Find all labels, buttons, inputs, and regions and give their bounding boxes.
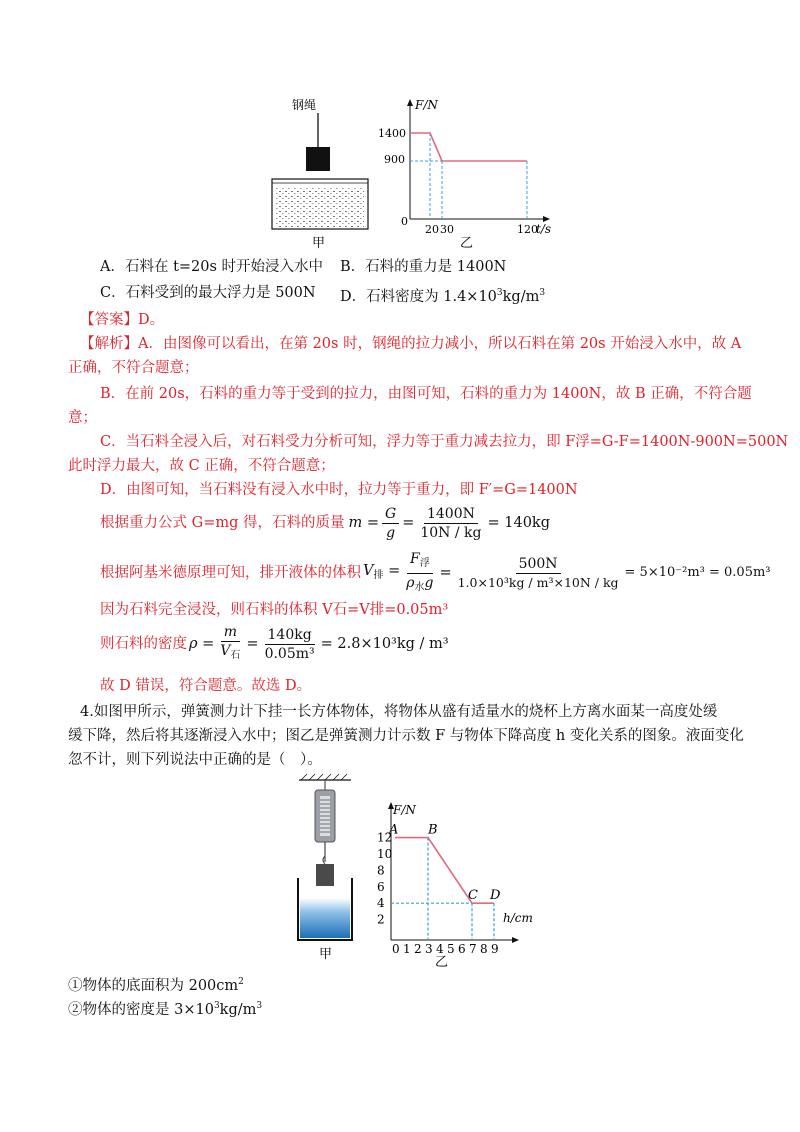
q4-line1: 4.如图甲所示，弹簧测力计下挂一长方体物体，将物体从盛有适量水的烧杯上方离水面某一高度处缓 <box>80 704 718 720</box>
density-result: = 2.8×10³kg / m³ <box>320 636 449 652</box>
force-line-2 <box>395 838 494 904</box>
figure-2 <box>285 770 545 970</box>
y-tick-10: 10 <box>377 847 393 861</box>
force-line <box>410 133 527 161</box>
x-axis-label: t/s <box>536 222 552 236</box>
mass-formula: 根据重力公式 G=mg 得，石料的质量 m = $\frac{G}{g}$ = $\frac{1400N}{10N / kg}$ = 140kg <box>100 505 550 541</box>
graph-2 <box>377 802 533 970</box>
y-tick-0: 0 <box>401 215 408 228</box>
mass-result: = 140kg <box>487 515 550 531</box>
x-tick-9: 9 <box>491 942 499 956</box>
x-tick-2: 2 <box>414 942 422 956</box>
point-label-C: C <box>468 888 478 904</box>
x-tick-30: 30 <box>440 223 454 236</box>
y-tick-2: 2 <box>377 912 385 927</box>
x-tick-1: 1 <box>403 942 411 956</box>
y-tick-900: 900 <box>384 153 405 166</box>
y-tick-8: 8 <box>377 863 385 878</box>
volume-numerator: 500N <box>516 555 561 574</box>
water-texture <box>276 187 364 227</box>
analysis-a-line1: 【解析】A．由图像可以看出，在第 20s 时，钢绳的拉力减小，所以石料在第 20s 开始浸入水中，故 A <box>80 336 742 352</box>
volume-result: = 5×10⁻²m³ = 0.05m³ <box>624 565 771 580</box>
same-volume: 因为石料完全浸没，则石料的体积 V石=V排=0.05m³ <box>100 602 449 618</box>
analysis-d-line1: D．由图可知，当石料没有浸入水中时，拉力等于重力，即 F′=G=1400N <box>100 482 578 498</box>
x-tick-3: 3 <box>425 942 433 956</box>
label-jia-2: 甲 <box>319 947 333 962</box>
analysis-c-line2: 此时浮力最大，故 C 正确，不符合题意； <box>68 458 335 474</box>
option-c: C．石料受到的最大浮力是 500N <box>100 285 316 301</box>
label-yi-2: 乙 <box>435 955 449 970</box>
graph-1 <box>378 98 551 251</box>
answer: 【答案】D。 <box>80 312 165 328</box>
x-tick-6: 6 <box>458 942 466 956</box>
x-tick-5: 5 <box>447 942 455 956</box>
y-axis-label-2: F/N <box>393 803 416 817</box>
option-b: B．石料的重力是 1400N <box>340 259 507 275</box>
y-axis-label: F/N <box>415 98 438 112</box>
density-denominator: 0.05m³ <box>264 645 315 662</box>
conclusion: 故 D 错误，符合题意。故选 D。 <box>100 678 312 694</box>
density-formula: 则石料的密度 ρ = $\frac{m}{V_石}$ = $\frac{140kg}{\text{0.05m³}}$ = 2.8×10³kg / m³ <box>100 624 449 662</box>
spring-scale <box>315 780 335 864</box>
y-tick-6: 6 <box>377 879 385 894</box>
beaker <box>298 878 352 940</box>
point-label-B: B <box>428 822 438 838</box>
hanging-object <box>316 864 334 886</box>
stone-block <box>306 147 330 171</box>
volume-formula: 根据阿基米德原理可知，排开液体的体积 $V_排$ = $\frac{F_浮}{\rho_水g}$ = $\frac{500N}{\text{1.0×10³kg / m³×10N / kg}}$ = 5×10⁻²m³ = 0.05m³ <box>100 550 771 593</box>
label-jia: 甲 <box>312 236 326 251</box>
x-tick-0: 0 <box>392 942 400 956</box>
analysis-b-line1: B．在前 20s，石料的重力等于受到的拉力，由图可知，石料的重力为 1400N，故 B 正确，不符合题 <box>100 386 752 402</box>
point-label-A: A <box>389 822 399 838</box>
figure-1 <box>260 95 560 255</box>
x-tick-20: 20 <box>425 223 439 236</box>
analysis-c-line1: C．当石料全浸入后，对石料受力分析可知，浮力等于重力减去拉力，即 F浮=G-F=1400N-900N=500N <box>100 434 789 450</box>
rope-label: 钢绳 <box>292 98 317 112</box>
y-tick-4: 4 <box>377 896 385 911</box>
statement-2: ②物体的密度是 $3\times 10^3kg/m^3$ <box>68 1001 263 1018</box>
option-d: D．石料密度为 $1.4\times 10^3kg/m^3$ <box>340 288 546 305</box>
analysis-b-line2: 意； <box>68 410 97 426</box>
label-yi: 乙 <box>460 236 474 251</box>
mass-numerator: 1400N <box>424 505 478 524</box>
option-a: A．石料在 t=20s 时开始浸入水中 <box>100 259 324 275</box>
x-tick-8: 8 <box>480 942 488 956</box>
x-tick-7: 7 <box>469 942 477 956</box>
mass-denominator: 10N / kg <box>420 524 482 541</box>
x-axis-label-2: h/cm <box>503 911 533 925</box>
statement-1: ①物体的底面积为 $200cm^2$ <box>68 977 244 994</box>
y-tick-1400: 1400 <box>378 127 406 140</box>
q4-line3: 忽不计，则下列说法中正确的是（ ）。 <box>68 752 322 768</box>
x-tick-120: 120 <box>517 223 538 236</box>
volume-denominator: 1.0×10³kg / m³×10N / kg <box>457 574 619 590</box>
point-label-D: D <box>490 888 501 904</box>
y-tick-12: 12 <box>377 830 393 845</box>
analysis-a-line2: 正确，不符合题意； <box>68 360 199 376</box>
x-tick-4: 4 <box>436 942 444 956</box>
density-numerator: 140kg <box>265 626 315 645</box>
q4-line2: 缓下降，然后将其逐渐浸入水中；图乙是弹簧测力计示数 F 与物体下降高度 h 变化关系的图象。液面变化 <box>68 728 744 744</box>
